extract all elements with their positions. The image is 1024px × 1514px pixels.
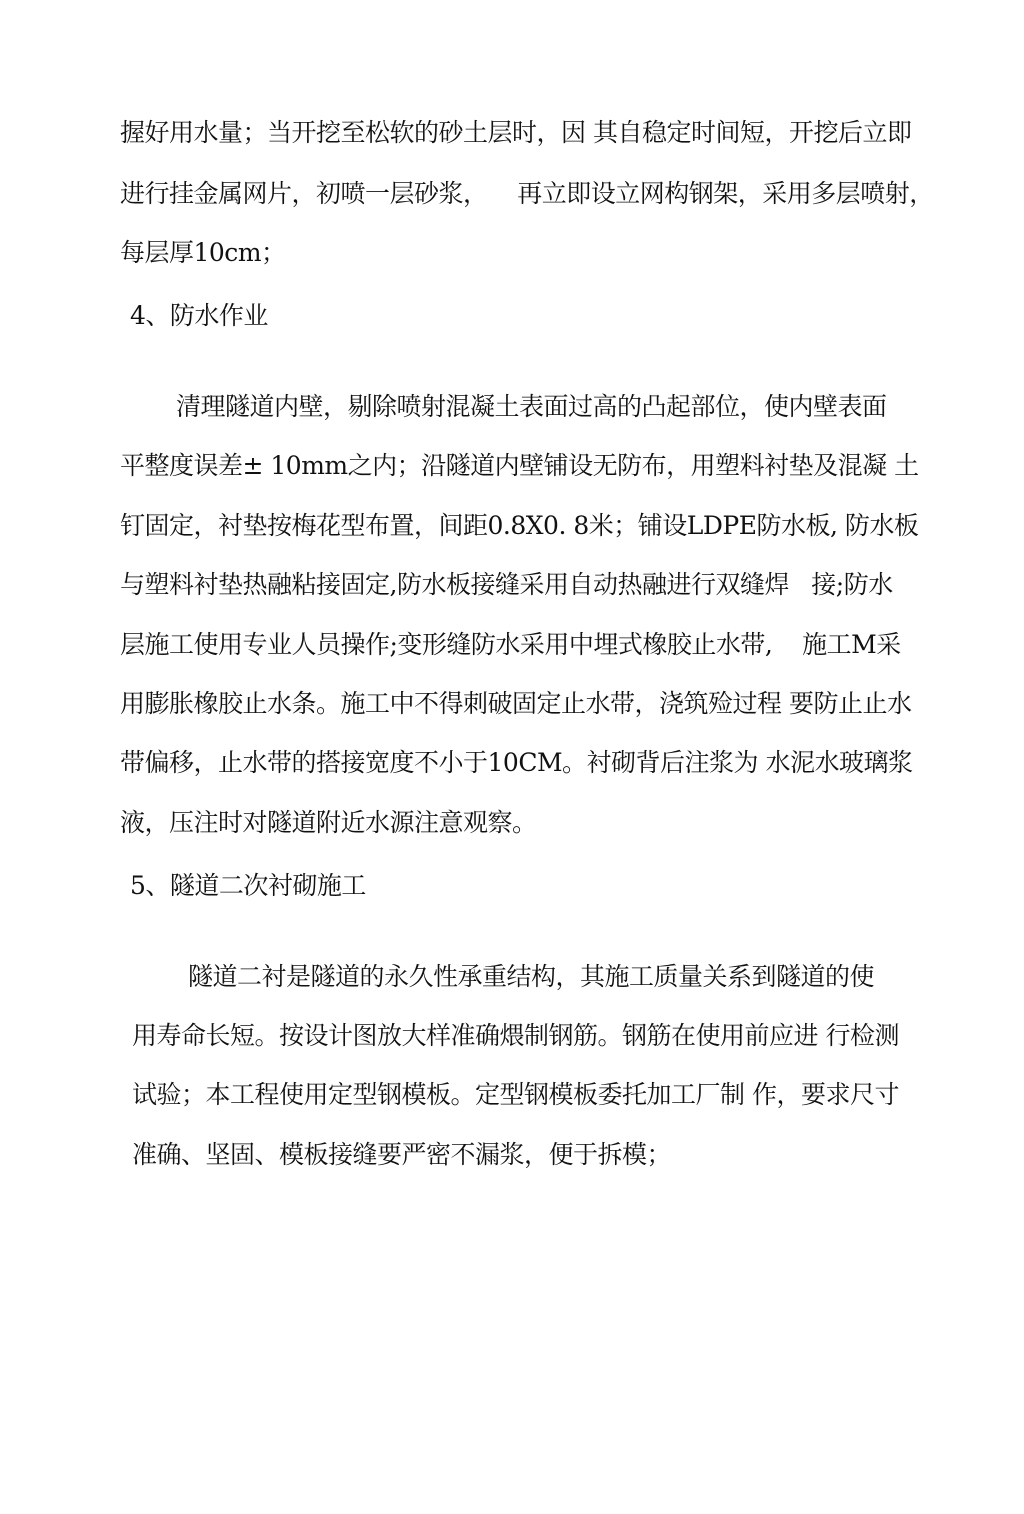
text-line: 试验；本工程使用定型钢模板。定型钢模板委托加工厂制 作，要求尺寸 [132,1080,899,1109]
text-line: 隧道二衬是隧道的永久性承重结构，其施工质量关系到隧道的使 [188,962,875,991]
text-line: 清理隧道内壁，剔除喷射混凝土表面过高的凸起部位，使内壁表面 [176,392,887,421]
section-heading: 4、防水作业 [130,301,268,330]
text-line: 用寿命长短。按设计图放大样准确煨制钢筋。钢筋在使用前应进 行检测 [132,1021,899,1050]
text-line: 层施工使用专业人员操作;变形缝防水采用中埋式橡胶止水带, 施工M采 [120,630,901,659]
text-line: 握好用水量；当开挖至松软的砂土层时，因 其自稳定时间短，开挖后立即 [120,118,912,147]
text-line: 液，压注时对隧道附近水源注意观察。 [120,808,537,837]
text-line: 带偏移，止水带的搭接宽度不小于10CM。衬砌背后注浆为 水泥水玻璃浆 [120,748,913,777]
text-line: 准确、坚固、模板接缝要严密不漏浆，便于拆模； [132,1140,672,1169]
text-line: 进行挂金属网片，初喷一层砂浆， 再立即设立网构钢架，采用多层喷射， [120,179,934,208]
text-line: 钉固定，衬垫按梅花型布置，间距0.8X0. 8米；铺设LDPE防水板, 防水板 [120,511,919,540]
section-heading: 5、隧道二次衬砌施工 [130,871,366,900]
text-line: 用膨胀橡胶止水条。施工中不得刺破固定止水带，浇筑殓过程 要防止止水 [120,689,912,718]
text-line: 平整度误差± 10mm之内；沿隧道内壁铺设无防布，用塑料衬垫及混凝 土 [120,451,919,480]
text-line: 与塑料衬垫热融粘接固定,防水板接缝采用自动热融进行双缝焊 接;防水 [120,570,893,599]
text-line: 每层厚10cm； [120,238,286,267]
